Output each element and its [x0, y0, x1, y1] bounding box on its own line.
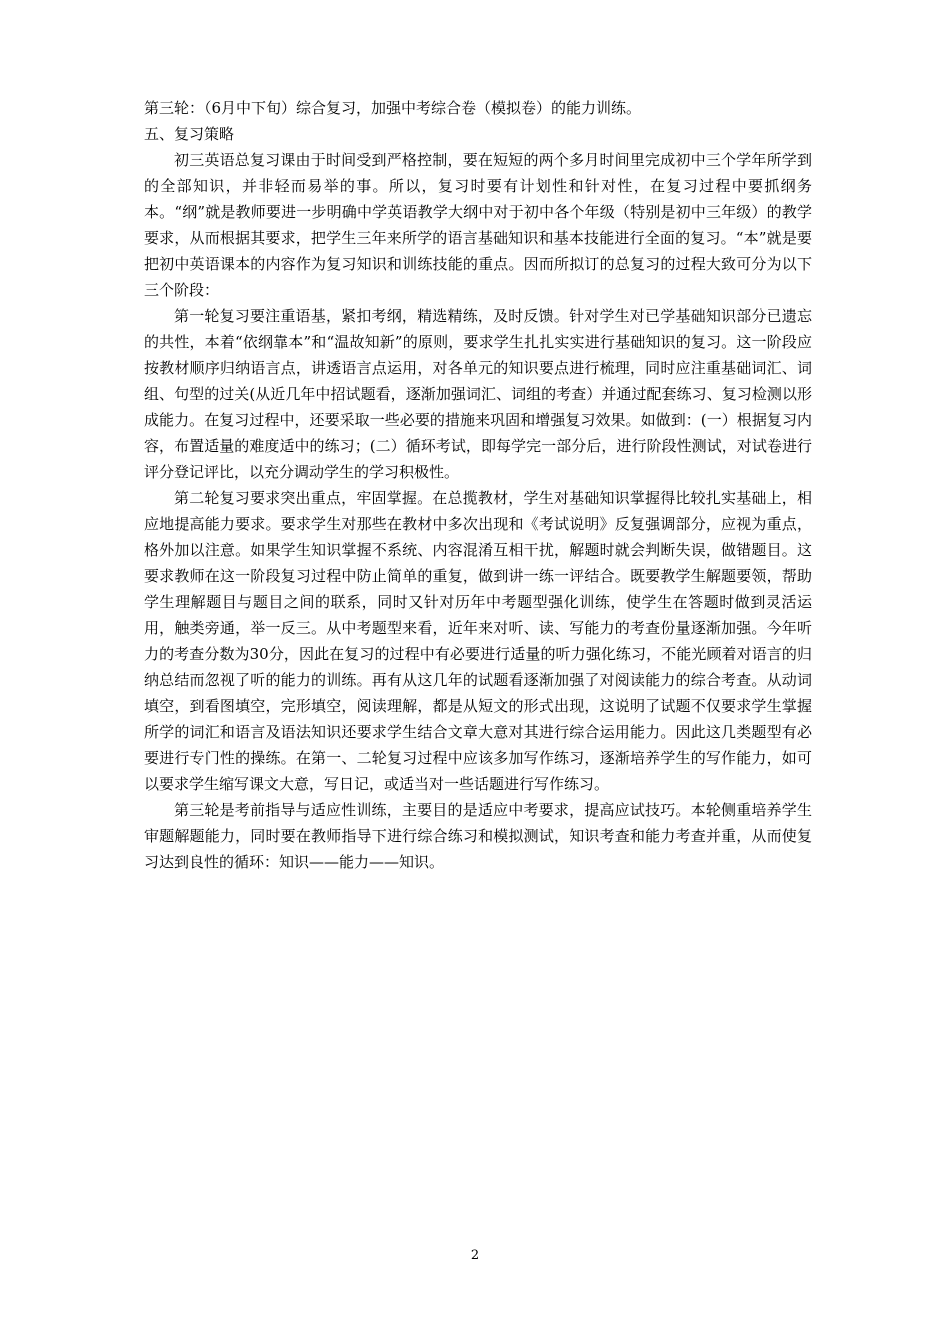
page-number: 2 — [470, 1248, 480, 1263]
document-body — [144, 95, 812, 875]
section-heading: 五、复习策略 — [144, 125, 235, 143]
stage-three-line: 第三轮：（6月中下旬）综合复习，加强中考综合卷（模拟卷）的能力训练。 — [144, 99, 642, 117]
paragraph-round-three: 第三轮是考前指导与适应性训练，主要目的是适应中考要求，提高应试技巧。本轮侧重培养学生审题解题能力，同时要在教师指导下进行综合练习和模拟测试，知识考查和能力考查并重，从而使复习达到良性的循环：知识——能力——知识。 — [144, 801, 812, 871]
paragraph-round-one: 第一轮复习要注重语基，紧扣考纲，精选精练，及时反馈。针对学生对已学基础知识部分已遗忘的共性，本着“依纲靠本”和“温故知新”的原则，要求学生扎扎实实进行基础知识的复习。这一阶段应按教材顺序归纳语言点，讲透语言点运用，对各单元的知识要点进行梳理，同时应注重基础词汇、词组、句型的过关(从近几年中招试题看，逐渐加强词汇、词组的考查）并通过配套练习、复习检测以形成能力。在复习过程中，还要采取一些必要的措施来巩固和增强复习效果。如做到：(一）根据复习内容，布置适量的难度适中的练习；(二）循环考试，即每学完一部分后，进行阶段性测试，对试卷进行评分登记评比，以充分调动学生的学习积极性。 — [144, 307, 812, 481]
paragraph-round-two: 第二轮复习要求突出重点，牢固掌握。在总揽教材，学生对基础知识掌握得比较扎实基础上，相应地提高能力要求。要求学生对那些在教材中多次出现和《考试说明》反复强调部分，应视为重点，格外加以注意。如果学生知识掌握不系统、内容混淆互相干扰，解题时就会判断失误，做错题目。这要求教师在这一阶段复习过程中防止简单的重复，做到讲一练一评结合。既要教学生解题要领，帮助学生理解题目与题目之间的联系，同时又针对历年中考题型强化训练，使学生在答题时做到灵活运用，触类旁通，举一反三。从中考题型来看，近年来对听、读、写能力的考查份量逐渐加强。今年听力的考查分数为30分，因此在复习的过程中有必要进行适量的听力强化练习，不能光顾着对语言的归纳总结而忽视了听的能力的训练。再有从这几年的试题看逐渐加强了对阅读能力的综合考查。从动词填空，到看图填空，完形填空，阅读理解，都是从短文的形式出现，这说明了试题不仅要求学生掌握所学的词汇和语言及语法知识还要求学生结合文章大意对其进行综合运用能力。因此这几类题型有必要进行专门性的操练。在第一、二轮复习过程中应该多加写作练习，逐渐培养学生的写作能力，如可以要求学生缩写课文大意，写日记，或适当对一些话题进行写作练习。 — [144, 489, 812, 793]
paragraph-intro: 初三英语总复习课由于时间受到严格控制，要在短短的两个多月时间里完成初中三个学年所学到的全部知识，并非轻而易举的事。所以，复习时要有计划性和针对性，在复习过程中要抓纲务本。“纲”就是教师要进一步明确中学英语教学大纲中对于初中各个年级（特别是初中三年级）的教学要求，从而根据其要求，把学生三年来所学的语言基础知识和基本技能进行全面的复习。“本”就是要把初中英语课本的内容作为复习知识和训练技能的重点。因而所拟订的总复习的过程大致可分为以下三个阶段： — [144, 151, 812, 299]
